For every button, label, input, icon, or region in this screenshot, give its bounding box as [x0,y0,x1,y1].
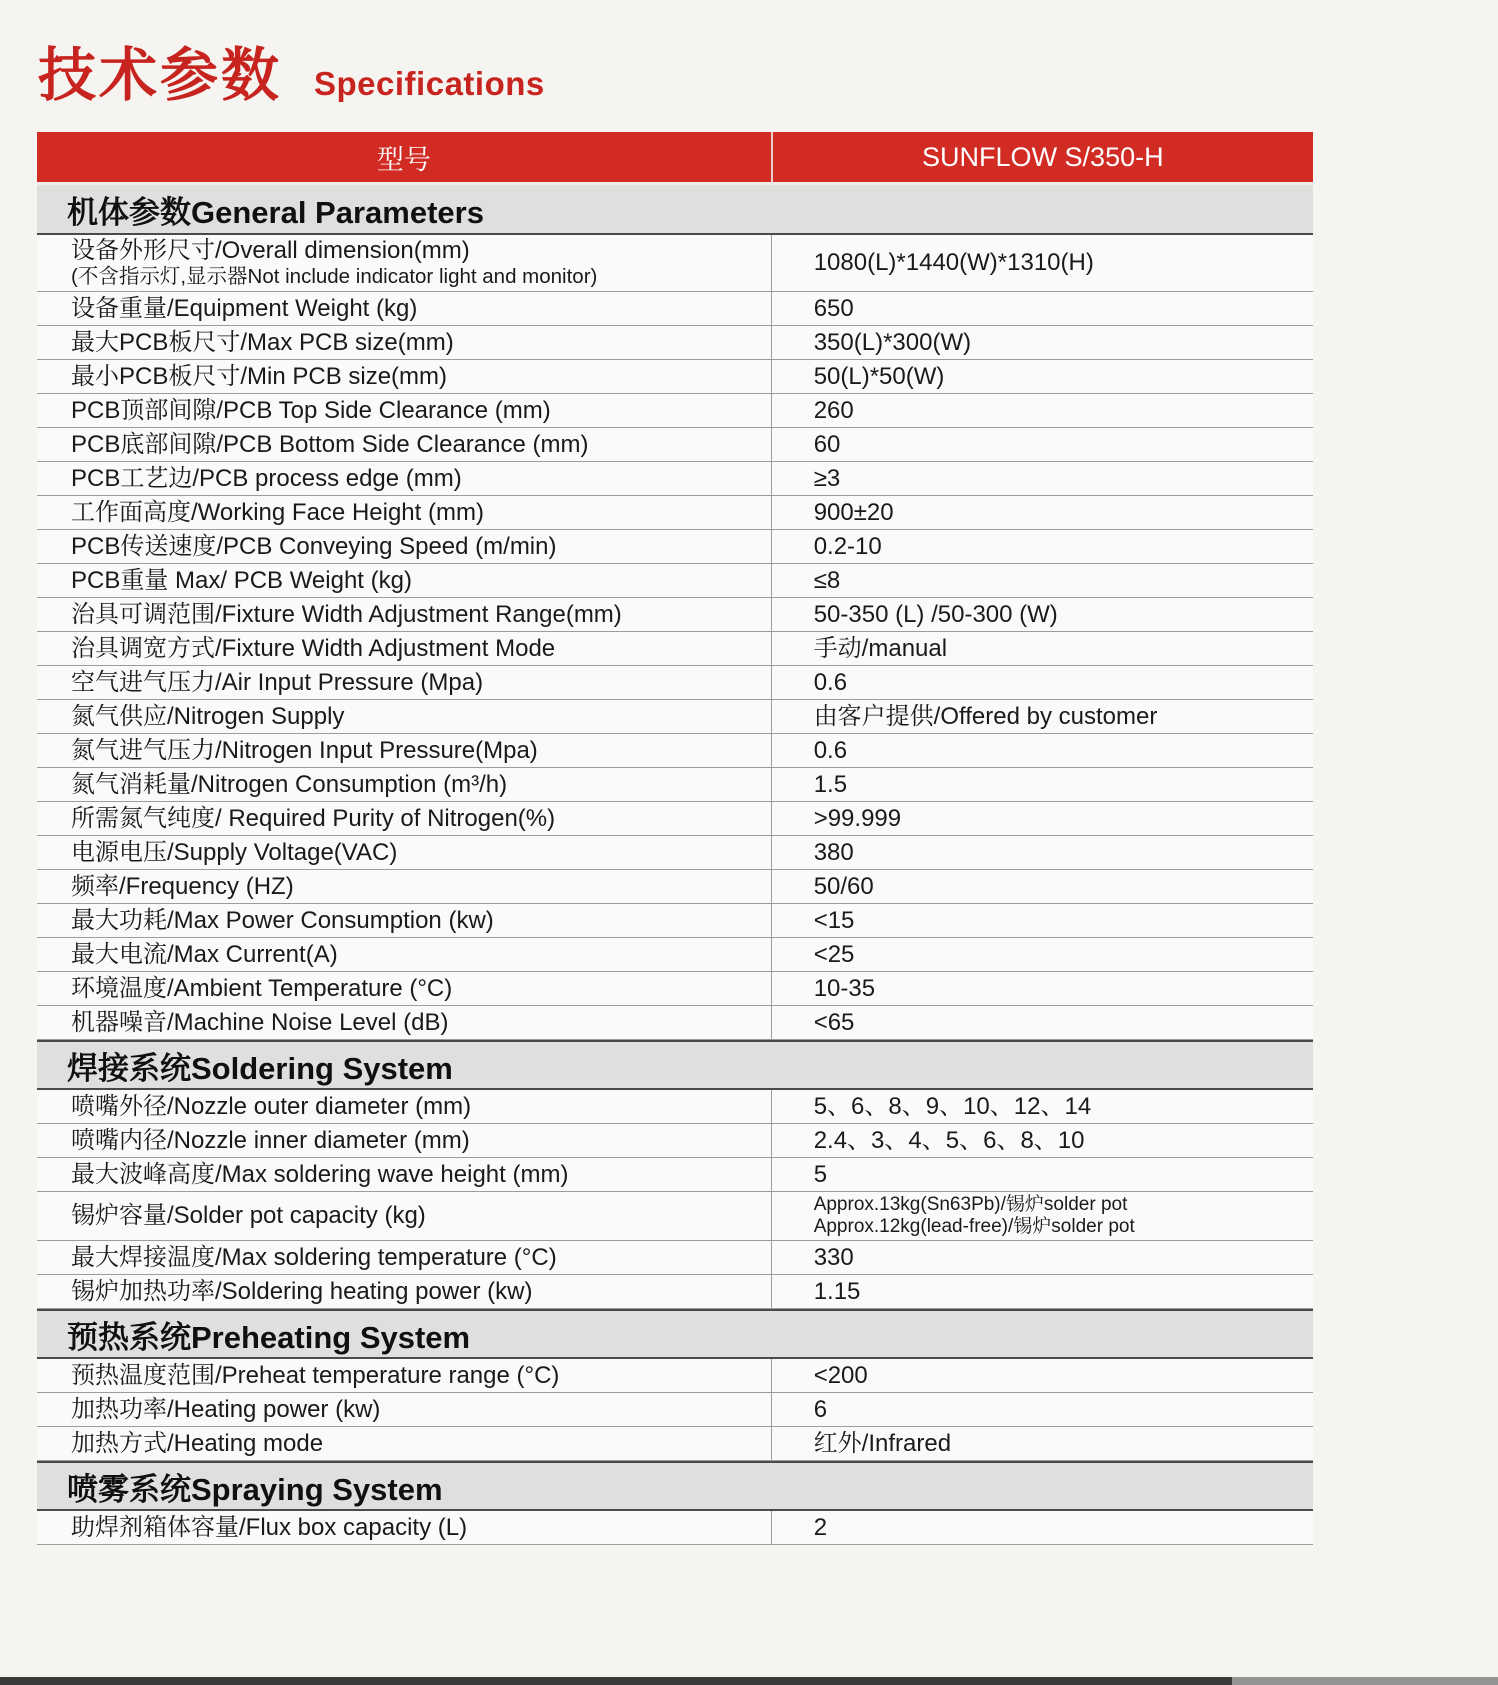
parameter-cell [37,1241,771,1274]
parameter-cell [37,1511,771,1544]
parameter-cell [37,1006,771,1039]
table-row [37,360,1313,394]
value-cell [771,496,1313,529]
parameter-cell [37,1158,771,1191]
table-row [37,496,1313,530]
value-text: 50-350 (L) /50-300 (W) [813,600,1058,628]
value-text: 1.15 [813,1277,861,1305]
value-cell [771,1158,1313,1191]
parameter-label: PCB重量 Max/ PCB Weight (kg) [71,566,412,594]
parameter-label: 喷嘴内径/Nozzle inner diameter (mm) [71,1126,470,1154]
value-text: 350(L)*300(W) [813,328,972,356]
parameter-label-note: (不含指示灯,显示器Not include indicator light and monitor) [71,265,598,288]
parameter-label: 最大波峰高度/Max soldering wave height (mm) [71,1160,569,1188]
value-text: 2 [813,1513,828,1541]
value-text: 1080(L)*1440(W)*1310(H) [813,249,1094,276]
parameter-label: 工作面高度/Working Face Height (mm) [71,498,484,526]
table-row [37,326,1313,360]
parameter-label: 最大PCB板尺寸/Max PCB size(mm) [71,328,454,356]
parameter-cell [37,1359,771,1392]
value-text: 0.6 [813,668,848,696]
table-row [37,768,1313,802]
table-row [37,564,1313,598]
value-text: 60 [813,430,841,458]
parameter-label: 氮气进气压力/Nitrogen Input Pressure(Mpa) [71,736,538,764]
value-text: <15 [813,906,855,934]
value-text: 380 [813,838,854,866]
parameter-label: 锡炉容量/Solder pot capacity (kg) [71,1202,426,1229]
value-text: 5 [813,1160,828,1188]
parameter-cell [37,292,771,325]
parameter-label: 锡炉加热功率/Soldering heating power (kw) [71,1277,533,1305]
value-cell [771,360,1313,393]
value-cell [771,564,1313,597]
parameter-cell [37,700,771,733]
section-header-row [37,1040,1313,1090]
value-text: 由客户提供/Offered by customer [813,702,1158,730]
table-row [37,1158,1313,1192]
parameter-label: 预热温度范围/Preheat temperature range (°C) [71,1361,560,1389]
value-cell [771,1006,1313,1039]
table-row [37,530,1313,564]
table-row [37,1275,1313,1309]
table-row [37,1241,1313,1275]
parameter-cell [37,394,771,427]
value-cell [771,938,1313,971]
parameter-label: 空气进气压力/Air Input Pressure (Mpa) [71,668,484,696]
parameter-cell [37,870,771,903]
value-cell [771,235,1313,291]
table-row [37,1511,1313,1545]
table-row [37,904,1313,938]
parameter-cell [37,1192,771,1240]
value-cell [771,326,1313,359]
parameter-cell [37,326,771,359]
parameter-cell [37,1124,771,1157]
value-text: 900±20 [813,498,894,526]
parameter-cell [37,360,771,393]
value-cell [771,904,1313,937]
value-cell [771,700,1313,733]
parameter-label: 氮气消耗量/Nitrogen Consumption (m³/h) [71,770,508,798]
value-cell [771,1275,1313,1308]
table-row [37,700,1313,734]
parameter-label: 氮气供应/Nitrogen Supply [71,702,345,730]
section-header-row [37,185,1313,235]
parameter-cell [37,904,771,937]
value-text: 手动/manual [813,634,948,662]
table-row [37,802,1313,836]
parameter-label: 所需氮气纯度/ Required Purity of Nitrogen(%) [71,804,556,832]
parameter-label: 加热方式/Heating mode [71,1429,324,1457]
value-cell [771,1393,1313,1426]
section-header-label: 焊接系统Soldering System [67,1050,453,1086]
parameter-label: PCB传送速度/PCB Conveying Speed (m/min) [71,532,557,560]
value-text: ≥3 [813,464,841,492]
section-header-label: 预热系统Preheating System [67,1319,471,1355]
value-text: 0.6 [813,736,848,764]
parameter-cell [37,666,771,699]
value-cell [771,598,1313,631]
page-title-chinese: 技术参数 [38,43,283,108]
parameter-label: 电源电压/Supply Voltage(VAC) [71,838,398,866]
value-text: 0.2-10 [813,532,882,560]
table-row [37,836,1313,870]
value-text: 2.4、3、4、5、6、8、10 [813,1126,1085,1154]
parameter-cell [37,938,771,971]
value-cell [771,292,1313,325]
value-text: 50/60 [813,872,874,900]
parameter-label: 加热功率/Heating power (kw) [71,1395,381,1423]
table-row [37,632,1313,666]
table-body [37,185,1313,1545]
parameter-cell [37,734,771,767]
parameter-cell [37,496,771,529]
table-row [37,1006,1313,1040]
parameter-cell [37,972,771,1005]
value-text: 5、6、8、9、10、12、14 [813,1092,1092,1120]
parameter-cell [37,428,771,461]
model-label-header-cell: 型号 [376,144,431,175]
parameter-cell [37,462,771,495]
value-text: Approx.13kg(Sn63Pb)/锡炉solder pot [813,1194,1128,1215]
value-text: 650 [813,294,854,322]
table-row [37,938,1313,972]
parameter-cell [37,1393,771,1426]
page-title [38,28,545,112]
table-header-row [37,132,1313,185]
parameter-cell [37,1090,771,1123]
parameter-label: 频率/Frequency (HZ) [71,872,294,900]
table-row [37,734,1313,768]
table-row [37,235,1313,292]
parameter-cell [37,564,771,597]
parameter-cell [37,768,771,801]
table-row [37,1393,1313,1427]
page-bottom-edge-dark [0,1677,1232,1685]
table-row [37,1359,1313,1393]
page-bottom-edge-light [1232,1677,1498,1685]
table-row [37,428,1313,462]
section-header-row [37,1461,1313,1511]
value-cell [771,428,1313,461]
value-cell [771,462,1313,495]
parameter-cell [37,530,771,563]
specifications-table [37,132,1313,1545]
parameter-cell [37,235,771,291]
parameter-label: 治具调宽方式/Fixture Width Adjustment Mode [71,634,556,662]
value-cell [771,1359,1313,1392]
parameter-cell [37,802,771,835]
table-row [37,1427,1313,1461]
value-cell [771,1192,1313,1240]
value-text: 330 [813,1243,854,1271]
parameter-cell [37,836,771,869]
parameter-label: PCB底部间隙/PCB Bottom Side Clearance (mm) [71,430,589,458]
value-text: 10-35 [813,974,876,1002]
value-cell [771,394,1313,427]
value-cell [771,734,1313,767]
table-row [37,1124,1313,1158]
value-cell [771,1241,1313,1274]
table-row [37,394,1313,428]
parameter-label: 治具可调范围/Fixture Width Adjustment Range(mm) [71,600,622,628]
value-cell [771,870,1313,903]
value-text: <65 [813,1008,855,1036]
value-text: <200 [813,1361,868,1389]
parameter-label: 最小PCB板尺寸/Min PCB size(mm) [71,362,448,390]
value-text: 260 [813,396,854,424]
value-cell [771,632,1313,665]
table-row [37,462,1313,496]
table-row [37,292,1313,326]
value-text: 6 [813,1395,828,1423]
parameter-label: 助焊剂箱体容量/Flux box capacity (L) [71,1513,468,1541]
page-title-english: Specifications [314,65,545,102]
value-text: <25 [813,940,855,968]
parameter-label: PCB工艺边/PCB process edge (mm) [71,464,462,492]
value-cell [771,802,1313,835]
value-text: >99.999 [813,804,902,832]
value-text: 红外/Infrared [813,1429,952,1457]
parameter-cell [37,598,771,631]
table-row [37,870,1313,904]
model-value-header-cell: SUNFLOW S/350-H [771,132,1313,182]
value-text: ≤8 [813,566,841,594]
parameter-label: 最大焊接温度/Max soldering temperature (°C) [71,1243,557,1271]
parameter-cell [37,632,771,665]
table-row [37,1090,1313,1124]
parameter-label: 最大功耗/Max Power Consumption (kw) [71,906,494,934]
parameter-cell [37,1275,771,1308]
value-cell [771,1511,1313,1544]
section-header-label: 喷雾系统Spraying System [67,1471,443,1507]
table-row [37,666,1313,700]
table-row [37,972,1313,1006]
parameter-label: 环境温度/Ambient Temperature (°C) [71,974,453,1002]
value-cell [771,1090,1313,1123]
parameter-label: 喷嘴外径/Nozzle outer diameter (mm) [71,1092,472,1120]
parameter-label: 设备外形尺寸/Overall dimension(mm) [71,237,470,264]
parameter-label: 最大电流/Max Current(A) [71,940,338,968]
value-cell [771,836,1313,869]
value-cell [771,666,1313,699]
value-text: 50(L)*50(W) [813,362,945,390]
parameter-label: 设备重量/Equipment Weight (kg) [71,294,418,322]
value-text: 1.5 [813,770,848,798]
parameter-label: 机器噪音/Machine Noise Level (dB) [71,1008,449,1036]
value-cell [771,1124,1313,1157]
section-header-row [37,1309,1313,1359]
value-cell [771,1427,1313,1460]
table-row [37,598,1313,632]
value-cell [771,768,1313,801]
section-header-label: 机体参数General Parameters [67,194,484,230]
value-cell [771,972,1313,1005]
table-row [37,1192,1313,1241]
parameter-label: PCB顶部间隙/PCB Top Side Clearance (mm) [71,396,551,424]
value-cell [771,530,1313,563]
parameter-cell [37,1427,771,1460]
value-text-line2: Approx.12kg(lead-free)/锡炉solder pot [813,1216,1135,1237]
